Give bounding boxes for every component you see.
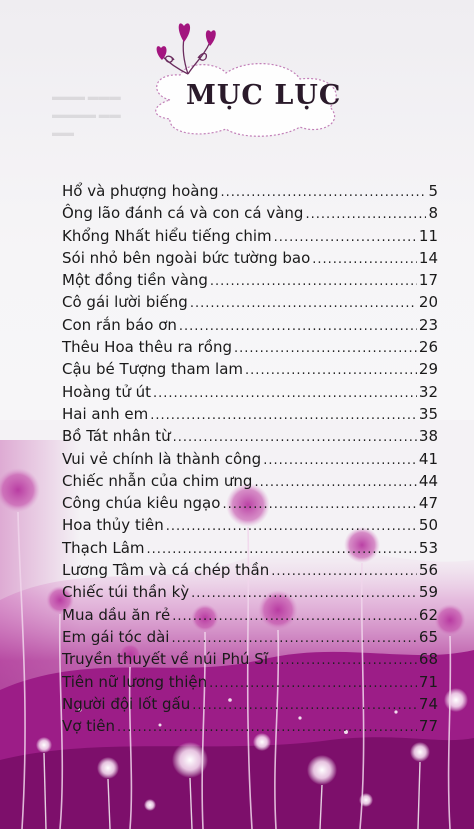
toc-leader-dots	[179, 319, 417, 334]
toc-leader-dots	[245, 363, 417, 378]
toc-entry-page: 50	[418, 516, 438, 535]
toc-leader-dots	[191, 586, 417, 601]
toc-entry-title: Vui vẻ chính là thành công	[62, 449, 262, 468]
toc-entry	[62, 338, 438, 360]
toc-leader-dots	[222, 497, 416, 512]
toc-leader-dots	[270, 653, 417, 668]
toc-entry-page: 74	[418, 694, 438, 713]
toc-leader-dots	[271, 564, 417, 579]
toc-entry-page: 65	[418, 627, 438, 646]
toc-entry	[62, 316, 438, 338]
toc-entry	[62, 673, 438, 695]
toc-entry-title: Con rắn báo ơn	[62, 315, 177, 334]
toc-entry	[62, 695, 438, 717]
toc-entry	[62, 182, 438, 204]
toc-entry-title: Em gái tóc dài	[62, 627, 170, 646]
toc-entry	[62, 360, 438, 382]
toc-leader-dots	[147, 542, 417, 557]
toc-entry-title: Ông lão đánh cá và con cá vàng	[62, 204, 304, 223]
toc-entry-title: Hai anh em	[62, 404, 149, 423]
toc-entry	[62, 293, 438, 315]
toc-entry-page: 68	[418, 650, 438, 669]
toc-entry	[62, 450, 438, 472]
table-of-contents	[62, 182, 438, 739]
toc-leader-dots	[150, 408, 417, 423]
toc-entry-title: Người đội lốt gấu	[62, 694, 191, 713]
toc-entry-title: Công chúa kiêu ngạo	[62, 494, 221, 513]
toc-entry-page: 44	[418, 471, 438, 490]
toc-entry-page: 62	[418, 605, 438, 624]
toc-entry-page: 56	[418, 561, 438, 580]
toc-leader-dots	[166, 519, 417, 534]
toc-entry-page: 29	[418, 360, 438, 379]
toc-entry	[62, 516, 438, 538]
toc-entry	[62, 628, 438, 650]
toc-leader-dots	[274, 230, 417, 245]
toc-entry-title: Mua dầu ăn rẻ	[62, 605, 171, 624]
toc-entry-page: 32	[418, 382, 438, 401]
toc-entry-title: Khổng Nhất hiểu tiếng chim	[62, 226, 272, 245]
toc-entry-page: 23	[418, 315, 438, 334]
toc-entry-page: 59	[418, 583, 438, 602]
toc-entry-page: 41	[418, 449, 438, 468]
toc-leader-dots	[173, 430, 417, 445]
toc-entry-page: 20	[418, 293, 438, 312]
toc-entry	[62, 561, 438, 583]
toc-entry-page: 47	[418, 494, 438, 513]
toc-leader-dots	[220, 185, 426, 200]
toc-entry-page: 17	[418, 271, 438, 290]
toc-entry-title: Lương Tâm và cá chép thần	[62, 561, 270, 580]
toc-leader-dots	[234, 341, 417, 356]
toc-entry-title: Truyền thuyết về núi Phú Sĩ	[62, 650, 269, 669]
toc-entry-page: 11	[418, 226, 438, 245]
toc-leader-dots	[254, 475, 416, 490]
toc-entry	[62, 204, 438, 226]
toc-entry-title: Chiếc túi thần kỳ	[62, 583, 190, 602]
toc-leader-dots	[172, 609, 417, 624]
toc-entry-page: 38	[418, 427, 438, 446]
toc-entry-title: Thạch Lâm	[62, 538, 145, 557]
toc-entry-page: 35	[418, 404, 438, 423]
toc-entry	[62, 583, 438, 605]
toc-entry	[62, 249, 438, 271]
toc-entry	[62, 427, 438, 449]
toc-entry-page: 8	[428, 204, 438, 223]
toc-entry	[62, 606, 438, 628]
toc-entry-page: 53	[418, 538, 438, 557]
toc-entry-title: Sói nhỏ bên ngoài bức tường bao	[62, 248, 311, 267]
toc-leader-dots	[263, 453, 417, 468]
page-title: MỤC LỤC	[186, 80, 342, 111]
toc-entry-page: 26	[418, 338, 438, 357]
bleed-through-text: ▬▬▬ ▬▬▬ ▬▬▬▬ ▬▬ ▬▬	[52, 91, 121, 139]
toc-entry-title: Một đồng tiền vàng	[62, 271, 208, 290]
toc-entry-title: Cô gái lười biếng	[62, 293, 188, 312]
toc-entry-title: Thêu Hoa thêu ra rồng	[62, 338, 232, 357]
toc-leader-dots	[171, 631, 416, 646]
toc-entry	[62, 539, 438, 561]
toc-entry	[62, 383, 438, 405]
toc-entry	[62, 472, 438, 494]
toc-entry-page: 5	[428, 182, 438, 200]
toc-entry	[62, 271, 438, 293]
toc-leader-dots	[210, 274, 417, 289]
hearts-icon	[148, 12, 238, 82]
toc-leader-dots	[312, 252, 417, 267]
toc-leader-dots	[192, 698, 417, 713]
toc-entry-title: Hổ và phượng hoàng	[62, 182, 219, 200]
toc-entry	[62, 717, 438, 739]
toc-entry-title: Cậu bé Tượng tham lam	[62, 360, 244, 379]
toc-leader-dots	[117, 720, 417, 735]
toc-entry-title: Hoa thủy tiên	[62, 516, 164, 535]
toc-entry-page: 14	[418, 248, 438, 267]
toc-leader-dots	[153, 386, 417, 401]
toc-entry-title: Bồ Tát nhân từ	[62, 427, 171, 446]
toc-entry-title: Chiếc nhẫn của chim ưng	[62, 471, 253, 490]
toc-entry	[62, 650, 438, 672]
toc-entry-title: Tiên nữ lương thiện	[62, 672, 208, 691]
toc-entry-title: Vợ tiên	[62, 717, 115, 736]
toc-leader-dots	[209, 676, 417, 691]
toc-entry	[62, 405, 438, 427]
toc-leader-dots	[305, 207, 426, 222]
toc-entry-title: Hoàng tử út	[62, 382, 151, 401]
toc-entry	[62, 227, 438, 249]
toc-entry	[62, 494, 438, 516]
toc-leader-dots	[190, 296, 417, 311]
toc-entry-page: 77	[418, 717, 438, 736]
toc-entry-page: 71	[418, 672, 438, 691]
